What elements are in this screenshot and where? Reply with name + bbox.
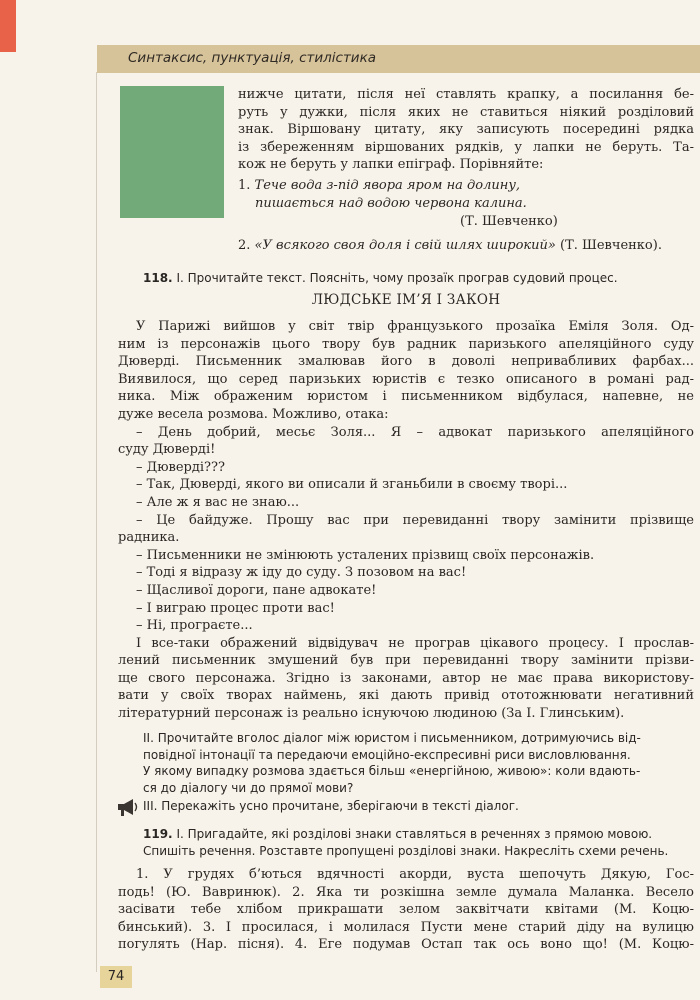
dialog-line: – Письменники не змінюють усталених прізвищ своїх персонажів.: [136, 547, 595, 563]
text-line: руть у дужки, після яких не ставиться ніякий розділовий: [238, 104, 694, 120]
example-number: 2.: [238, 238, 251, 253]
sentence-line: подь! (Ю. Вавринюк). 2. Яка ти розкішна земле думала Маланка. Весело: [118, 884, 694, 900]
task-line: ІІ. Прочитайте вголос діалог між юристом і письменником, дотримуючись від-: [143, 731, 641, 745]
dialog-line: – Але ж я вас не знаю...: [136, 494, 300, 510]
story-line: лений письменник змушений був при перевиданні твору замінити прізви-: [118, 653, 694, 669]
story-line: ним із персонажів цього твору був радник паризького апеляційного суду: [118, 336, 694, 352]
dialog-line: – Дюверді???: [136, 459, 225, 475]
story-line: вати у своїх творах наймень, які дають привід ототожнювати негативний: [118, 688, 694, 704]
example-1-line-2: пишається над водою червона калина.: [255, 196, 527, 211]
task-118-header: [143, 270, 694, 287]
dialog-line: – День добрий, месьє Золя... Я – адвокат паризького апеляційного: [136, 424, 694, 440]
dialog-line: – Щасливої дороги, пане адвокате!: [136, 582, 377, 598]
dialog-line: суду Дюверді!: [118, 442, 216, 458]
text-line: знак. Віршовану цитату, яку записують посередині рядка: [238, 122, 694, 138]
section-header: Синтаксис, пунктуація, стилістика: [128, 50, 377, 66]
story-body: [118, 318, 694, 723]
task-118-part-3: ІІІ. Перекажіть усно прочитане, зберігаючи в тексті діалог.: [143, 799, 519, 813]
story-line: літературний персонаж із реально існуючою людиною (За І. Глинським).: [118, 706, 625, 722]
task-instruction: І. Прочитайте текст. Поясніть, чому прозаїк програв судовий процес.: [176, 271, 618, 285]
example-number: 1.: [238, 178, 251, 193]
margin-rule: [96, 72, 97, 972]
dialog-line: радника.: [118, 530, 180, 546]
sentence-line: 1. У грудях б’ються вдячності акорди, вуста шепочуть Дякую, Гос-: [136, 867, 694, 882]
dialog-line: – І виграю процес проти вас!: [136, 600, 335, 616]
dialog-line: – Це байдуже. Прошу вас при перевиданні твору замінити прізвище: [136, 512, 694, 528]
dialog-line: – Так, Дюверді, якого ви описали й зганьбили в своєму творі...: [136, 477, 568, 493]
story-title: ЛЮДСЬКЕ ІМ’Я І ЗАКОН: [311, 292, 501, 308]
task-line: повідної інтонації та передаючи емоційно-експресивні риси висловлювання.: [143, 747, 631, 762]
example-1-source: (Т. Шевченко): [460, 214, 558, 229]
story-line: Виявилося, що серед паризьких юристів є тезко описаного в романі рад-: [118, 371, 694, 387]
story-line: Дюверді. Письменник змалював його в доволі непривабливих фарбах...: [118, 354, 694, 370]
story-line: ника. Між ображеним юристом і письменником відбулася, напевне, не: [118, 389, 694, 405]
dialog-line: – Тоді я відразу ж іду до суду. З позовом на вас!: [136, 565, 467, 581]
example-quote: Тече вода з-під явора яром на долину,: [254, 178, 520, 193]
sentence-line: бинський). 3. І просилася, і молилася Пусти мене старий діду на вулицю: [118, 919, 694, 935]
example-quote: «У всякого своя доля і свій шлях широкий»: [254, 238, 556, 253]
story-line: У Парижі вийшов у світ твір французького прозаїка Еміля Золя. Од-: [136, 319, 694, 334]
task-119-sentences: [118, 866, 694, 954]
dialog-line: – Ні, програєте...: [136, 618, 253, 634]
example-source: (Т. Шевченко).: [560, 238, 662, 253]
story-line: І все-таки ображений відвідувач не програв цікавого процесу. І прослав-: [136, 635, 694, 651]
task-instruction: І. Пригадайте, які розділові знаки ставляться в реченнях з прямою мовою.: [176, 827, 653, 841]
example-1-line-1: [238, 177, 694, 195]
task-number: 119.: [143, 827, 173, 841]
task-instruction-line-2: Спишіть речення. Розставте пропущені розділові знаки. Накресліть схеми речень.: [143, 843, 669, 858]
task-119-header: [143, 826, 694, 859]
text-line: нижче цитати, після неї ставлять крапку, а посилання бе-: [238, 87, 694, 102]
sentence-line: погулять (Нар. пісня). 4. Еге подумав Остап так ось воно що! (М. Коцю-: [118, 937, 694, 953]
task-line: У якому випадку розмова здається більш «енергійною, живою»: коли вдають-: [143, 764, 641, 778]
text-line: кож не беруть у лапки епіграф. Порівняйте:: [238, 157, 544, 173]
megaphone-icon: [116, 797, 138, 817]
task-118-part-2: [143, 730, 694, 796]
story-line: ще свого персонажа. Згідно із законами, автор не має права використову-: [118, 670, 694, 686]
rule-text: [238, 86, 694, 174]
rule-highlight-box: [120, 86, 224, 218]
text-line: із збереженням віршованих рядків, у лапки не беруть. Та-: [238, 139, 694, 155]
sentence-line: засівати тебе хлібом прикрашати зелом заквітчати квітами (М. Коцю-: [118, 902, 694, 918]
example-2: [238, 237, 694, 255]
edge-tab: [0, 0, 16, 52]
page-number: 74: [100, 966, 132, 988]
story-line: дуже весела розмова. Можливо, отака:: [118, 406, 389, 422]
task-number: 118.: [143, 271, 173, 285]
task-line: ся до діалогу чи до прямої мови?: [143, 780, 354, 795]
